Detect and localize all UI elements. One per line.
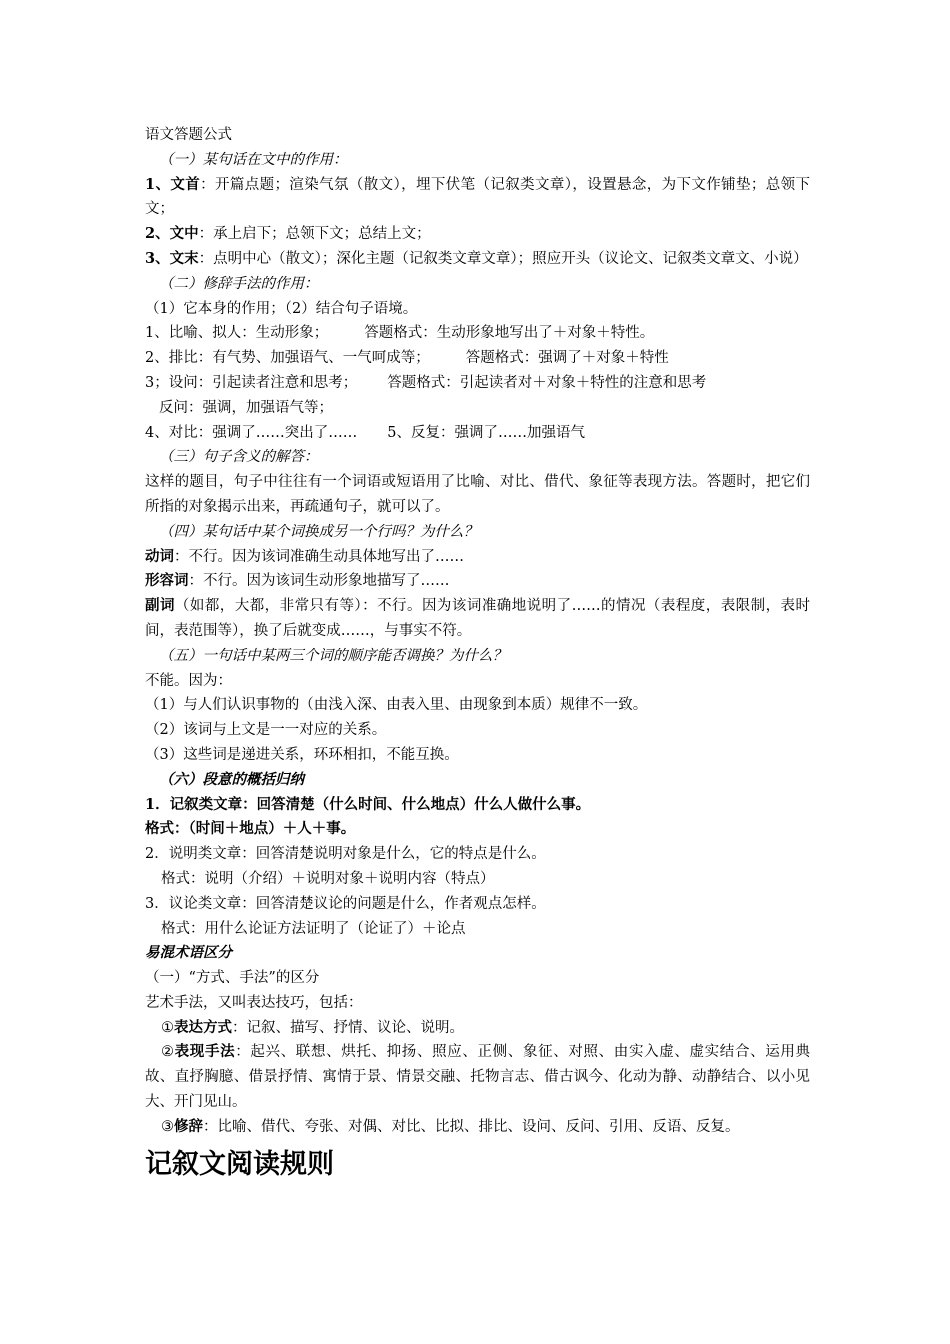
s1-l2-label: 2、文中	[145, 225, 199, 243]
s1-line-3	[145, 247, 810, 272]
s1-l3-text: ：点明中心（散文）；深化主题（记叙类文章文章）；照应开头（议论文、记叙类文章文、小说）	[198, 250, 808, 267]
document-page	[145, 123, 810, 1182]
s4-adv	[145, 594, 810, 644]
s6-expository: 2．说明类文章：回答清楚说明对象是什么，它的特点是什么。	[145, 846, 546, 863]
s1-l3-label: 3、文末	[145, 249, 199, 267]
s4-verb-text: ：不行。因为该词准确生动具体地写出了……	[174, 548, 464, 565]
s1-l2-text: ：承上启下；总领下文；总结上文；	[198, 226, 431, 243]
s2-row-4	[145, 421, 810, 446]
terms-item-1	[145, 1016, 810, 1041]
s4-adj	[145, 569, 810, 594]
s4-adj-label: 形容词	[145, 572, 189, 590]
section-3-heading: （三）句子含义的解答：	[159, 449, 319, 466]
s2-r1-format: 答题格式：生动形象地写出了＋对象＋特性。	[364, 325, 655, 342]
s6-argumentative-format: 格式：用什么论证方法证明了（论证了）＋论点	[161, 920, 466, 937]
big-heading: 记叙文阅读规则	[145, 1148, 334, 1180]
s2-r4-item: 4、对比：强调了……突出了……	[145, 424, 358, 441]
terms-item-3	[145, 1115, 810, 1140]
section-6-heading: （六）段意的概括归纳	[159, 770, 304, 788]
terms-item-2	[145, 1040, 810, 1114]
s6-expository-format: 格式：说明（介绍）＋说明对象＋说明内容（特点）	[161, 870, 495, 887]
section-2-heading: （二）修辞手法的作用：	[159, 275, 319, 292]
s2-r2-item: 2、排比：有气势、加强语气、一气呵成等；	[145, 350, 430, 367]
terms-i3-label: 修辞	[174, 1117, 203, 1135]
terms-i2-label: 表现手法	[174, 1043, 236, 1061]
terms-i2-text: ：起兴、联想、烘托、抑扬、照应、正侧、象征、对照、由实入虚、虚实结合、运用典故、直抒胸臆、借景抒情、寓情于景、情景交融、托物言志、借古讽今、化动为静、动静结合、以小见大、开门见山。	[145, 1044, 811, 1111]
doc-title: 语文答题公式	[145, 127, 232, 143]
s6-narrative: 1．记叙类文章：回答清楚（什么时间、什么地点）什么人做什么事。	[145, 795, 591, 813]
s4-adv-label: 副词	[145, 597, 175, 615]
terms-i3-num: ③	[161, 1118, 174, 1135]
terms-intro: 艺术手法，又叫表达技巧，包括：	[145, 994, 363, 1011]
s4-adj-text: ：不行。因为该词生动形象地描写了……	[188, 573, 450, 590]
terms-subheading: （一）“方式、手法”的区分	[145, 970, 320, 987]
s1-line-1	[145, 173, 810, 223]
s1-l1-label: 1、文首	[145, 175, 201, 193]
s4-adv-text: （如都，大都，非常只有等）：不行。因为该词准确地说明了……的情况（表程度，表限制，表时间，表范围等），换了后就变成……，与事实不符。	[145, 598, 810, 639]
terms-i2-num: ②	[161, 1044, 175, 1061]
s2-r3-item: 3；设问：引起读者注意和思考；	[145, 374, 358, 391]
terms-i1-num: ①	[161, 1019, 174, 1036]
s2-row-1	[145, 321, 810, 346]
terms-heading: 易混术语区分	[145, 944, 232, 962]
s2-r3-format: 答题格式：引起读者对＋对象＋特性的注意和思考	[387, 374, 707, 391]
s3-text: 这样的题目，句子中往往有一个词语或短语用了比喻、对比、借代、象征等表现方法。答题时，把它们所指的对象揭示出来，再疏通句子，就可以了。	[145, 474, 810, 515]
s2-row-2	[145, 346, 810, 371]
s2-r2-format: 答题格式：强调了＋对象＋特性	[465, 350, 669, 367]
s2-row-3	[145, 371, 810, 396]
s5-point-2: （2）该词与上文是一一对应的关系。	[145, 722, 387, 739]
s4-verb	[145, 545, 810, 570]
s5-point-1: （1）与人们认识事物的（由浅入深、由表入里、由现象到本质）规律不一致。	[145, 697, 648, 714]
s2-r5-item: 5、反复：强调了……加强语气	[387, 424, 585, 441]
s6-narrative-format: 格式：（时间＋地点）＋人＋事。	[145, 820, 356, 838]
s6-argumentative: 3．议论类文章：回答清楚议论的问题是什么，作者观点怎样。	[145, 895, 546, 912]
section-4-heading: （四）某句话中某个词换成另一个行吗？为什么？	[159, 523, 478, 540]
s2-intro: （1）它本身的作用；（2）结合句子语境。	[145, 300, 418, 317]
section-1-heading: （一）某句话在文中的作用：	[159, 151, 348, 168]
s1-line-2	[145, 222, 810, 247]
s2-row-3b: 反问：强调，加强语气等；	[159, 399, 333, 416]
s2-r1-item: 1、比喻、拟人：生动形象；	[145, 325, 329, 342]
s1-l1-text: ：开篇点题；渲染气氛（散文），埋下伏笔（记叙类文章），设置悬念，为下文作铺垫；总领下文；	[145, 176, 810, 218]
s5-answer: 不能。因为：	[145, 672, 232, 689]
section-5-heading: （五）一句话中某两三个词的顺序能否调换？为什么？	[159, 647, 507, 664]
terms-i1-text: ：记叙、描写、抒情、议论、说明。	[232, 1019, 464, 1036]
s4-verb-label: 动词	[145, 547, 174, 565]
terms-i1-label: 表达方式	[174, 1018, 232, 1036]
s5-point-3: （3）这些词是递进关系，环环相扣，不能互换。	[145, 746, 459, 763]
terms-i3-text: ：比喻、借代、夸张、对偶、对比、比拟、排比、设问、反问、引用、反语、反复。	[203, 1118, 740, 1135]
